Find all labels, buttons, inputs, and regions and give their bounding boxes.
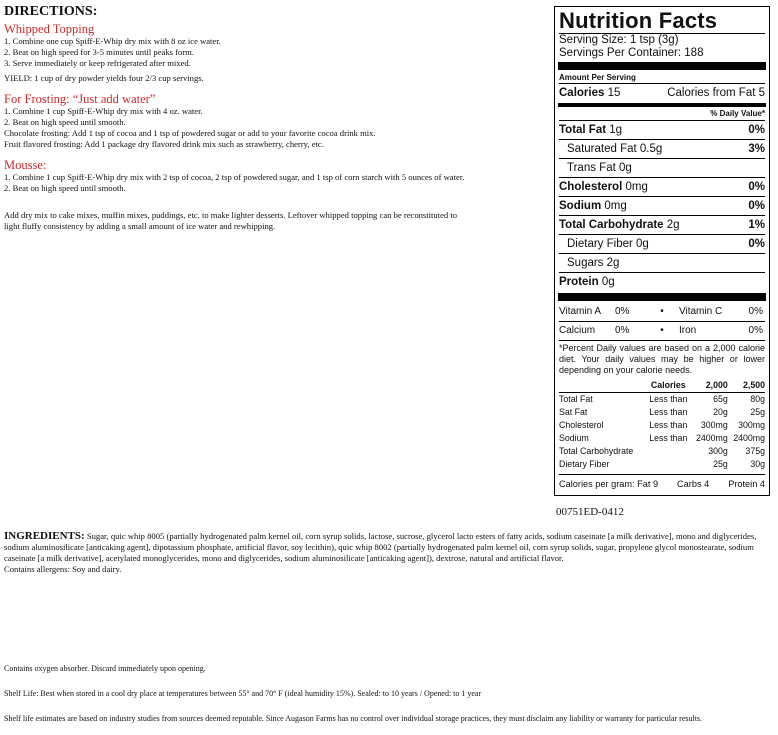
dv-cell: 300g bbox=[708, 446, 728, 456]
nutrient-label bbox=[559, 197, 627, 215]
whipped-step: 2. Beat on high speed for 3-5 minutes until peaks form. bbox=[4, 47, 194, 57]
ingredients-text: Sugar, quic whip 8005 (partially hydrogenated palm kernel oil, corn syrup solids, lactose, sucrose, glycerol lacto esters of fatty acids, sodium caseinate [a milk derivative], mono and diglycerides, sodium aluminosilicate [anticaking agent], dipotassium phosphate, artificial flavor, soy lecithin), quic whip 8002 (partially hydrogenated palm kernel oil, corn syrup solids, sugar, propylene glycol monostearate, sodium caseinate [a milk derivative], acetylated monoglycerides, mono and diglycerides, sodium aluminosilicate [anticaking agent]), dextrose, natural and artificial flavor. bbox=[4, 531, 757, 563]
dv-cell: Sat Fat bbox=[559, 407, 588, 417]
dv-cell: 65g bbox=[713, 394, 728, 404]
dv-cell: 80g bbox=[750, 394, 765, 404]
frosting-line: Chocolate frosting: Add 1 tsp of cocoa and 1 tsp of powdered sugar or add to your favorite cocoa drink mix. bbox=[4, 128, 376, 138]
nutrient-name: Dietary Fiber bbox=[567, 238, 633, 250]
nutrient-amount: 0mg bbox=[625, 181, 648, 193]
nutrient-row bbox=[559, 196, 765, 215]
vitamin-row bbox=[559, 321, 765, 340]
nutrient-name: Protein bbox=[559, 276, 599, 288]
nutrient-amount: 2g bbox=[606, 257, 620, 269]
vitamin-name: Vitamin C bbox=[679, 306, 723, 317]
nutrient-row bbox=[559, 234, 765, 253]
dv-table-row bbox=[559, 432, 765, 445]
dv-cell: 2400mg bbox=[733, 433, 765, 443]
vitamin-value: 0% bbox=[615, 306, 630, 317]
dv-cell: Sodium bbox=[559, 433, 589, 443]
dv-cell: Less than bbox=[649, 394, 688, 404]
whipped-step: 3. Serve immediately or keep refrigerated after mixed. bbox=[4, 58, 191, 68]
nutrient-row bbox=[559, 272, 765, 291]
whipped-step: 1. Combine one cup Spiff-E-Whip dry mix with 8 oz ice water. bbox=[4, 36, 221, 46]
cpg-carbs: Carbs 4 bbox=[677, 479, 710, 489]
dv-cell: 25g bbox=[750, 407, 765, 417]
servings-per-container: Servings Per Container: 188 bbox=[559, 47, 704, 59]
frosting-line: Fruit flavored frosting: Add 1 package dry flavored drink mix such as strawberry, cherry, etc. bbox=[4, 139, 324, 149]
allergens-text: Contains allergens: Soy and dairy. bbox=[4, 564, 122, 574]
dv-cell: Dietary Fiber bbox=[559, 459, 610, 469]
nutrient-amount: 0g bbox=[618, 162, 632, 174]
mousse-line: 2. Beat on high speed until smooth. bbox=[4, 183, 126, 193]
nutrient-amount: 0g bbox=[601, 276, 615, 288]
nutrient-amount: 0.5g bbox=[639, 143, 663, 155]
nutrient-name: Sodium bbox=[559, 200, 602, 212]
cpg-fat: Calories per gram: Fat 9 bbox=[559, 479, 659, 489]
daily-value-footnote: *Percent Daily values are based on a 2,000 calorie diet. Your daily values may be higher or lower depending on your calorie needs. bbox=[559, 340, 765, 376]
calories-from-fat: Calories from Fat 5 bbox=[667, 87, 765, 99]
dv-cell bbox=[646, 458, 691, 471]
nutrient-label bbox=[559, 178, 648, 196]
directions-title: DIRECTIONS: bbox=[4, 4, 98, 19]
dv-header bbox=[559, 379, 646, 393]
dv-cell bbox=[646, 445, 691, 458]
frosting-line: 2. Beat on high speed until smooth. bbox=[4, 117, 126, 127]
dv-cell: 2400mg bbox=[695, 433, 728, 443]
dv-cell: 375g bbox=[745, 446, 765, 456]
nutrient-name: Trans Fat bbox=[567, 162, 616, 174]
dv-header: Calories bbox=[646, 379, 691, 393]
vitamin-name: Vitamin A bbox=[559, 306, 602, 317]
nutrient-label bbox=[559, 273, 615, 291]
whipped-topping-heading: Whipped Topping bbox=[4, 22, 95, 36]
dv-cell: Less than bbox=[649, 407, 688, 417]
dv-table-row bbox=[559, 393, 765, 407]
cpg-protein: Protein 4 bbox=[728, 479, 765, 489]
vitamin-name: Calcium bbox=[559, 325, 596, 336]
nutrient-daily-value: 0% bbox=[748, 238, 765, 250]
nutrient-row bbox=[559, 139, 765, 158]
bullet-icon: • bbox=[660, 306, 664, 317]
nutrient-row bbox=[559, 158, 765, 177]
dv-cell: Total Carbohydrate bbox=[559, 446, 634, 456]
nutrient-label bbox=[559, 216, 680, 234]
nutrient-amount: 1g bbox=[609, 124, 623, 136]
nutrient-daily-value: 3% bbox=[748, 143, 765, 155]
dv-header: 2,500 bbox=[728, 379, 765, 393]
dv-cell: Less than bbox=[649, 433, 688, 443]
calories-per-gram bbox=[559, 474, 765, 491]
dv-table-row bbox=[559, 406, 765, 419]
daily-value-header: % Daily Value* bbox=[710, 109, 765, 118]
nutrient-row bbox=[559, 253, 765, 272]
oxygen-absorber-note: Contains oxygen absorber. Discard immediately upon opening. bbox=[4, 664, 206, 673]
nutrient-daily-value: 0% bbox=[748, 181, 765, 193]
nutrient-rows bbox=[559, 120, 765, 291]
nutrient-label bbox=[567, 159, 632, 177]
ingredients-section bbox=[4, 531, 774, 575]
nutrient-amount: 0mg bbox=[604, 200, 627, 212]
dv-cell: 300mg bbox=[738, 420, 765, 430]
frosting-line: 1. Combine 1 cup Spiff-E-Whip dry mix with 4 oz. water. bbox=[4, 106, 203, 116]
yield-text: YIELD: 1 cup of dry powder yields four 2/3 cup servings. bbox=[4, 73, 204, 83]
nutrient-label bbox=[567, 140, 662, 158]
dv-cell: 30g bbox=[750, 459, 765, 469]
dv-table-row bbox=[559, 458, 765, 471]
dv-table-row bbox=[559, 419, 765, 432]
disclaimer-note: Shelf life estimates are based on industry studies from sources deemed reputable. Since Augason Farms has no control over individual storage practices, they must disclaim any liability or warranty for particular results. bbox=[4, 714, 703, 723]
product-code: 00751ED-0412 bbox=[556, 506, 624, 518]
amount-per-serving: Amount Per Serving bbox=[559, 73, 636, 82]
nutrient-daily-value: 0% bbox=[748, 200, 765, 212]
calories-row bbox=[559, 83, 765, 102]
serving-size: Serving Size: 1 tsp (3g) bbox=[559, 34, 679, 46]
mousse-line: 1. Combine 1 cup Spiff-E-Whip dry mix with 2 tsp of cocoa, 2 tsp of powdered sugar, and 1 tsp of corn starch with 5 ounces of water. bbox=[4, 172, 465, 182]
mousse-heading: Mousse: bbox=[4, 158, 47, 172]
dv-cell: Cholesterol bbox=[559, 420, 604, 430]
vitamin-value: 0% bbox=[748, 306, 763, 317]
calories-label: Calories bbox=[559, 87, 605, 99]
shelf-life-note: Shelf Life: Best when stored in a cool dry place at temperatures between 55° and 70° F (ideal humidity 15%). Sealed: to 10 years / Opened: to 1 year bbox=[4, 689, 482, 698]
vitamin-value: 0% bbox=[615, 325, 630, 336]
dv-cell: 300mg bbox=[700, 420, 728, 430]
nutrient-amount: 2g bbox=[666, 219, 680, 231]
nutrient-label bbox=[567, 235, 649, 253]
vitamin-row bbox=[559, 303, 765, 321]
nutrient-label bbox=[559, 121, 622, 139]
extra-tips: light fluffy consistency by adding a small amount of ice water and rewhipping. bbox=[4, 221, 276, 231]
nutrient-name: Sugars bbox=[567, 257, 604, 269]
nutrient-daily-value: 0% bbox=[748, 124, 765, 136]
ingredients-heading: INGREDIENTS: bbox=[4, 530, 85, 542]
nutrient-label bbox=[567, 254, 619, 272]
nutrient-name: Saturated Fat bbox=[567, 143, 637, 155]
nutrition-title: Nutrition Facts bbox=[559, 8, 718, 33]
daily-value-table bbox=[559, 379, 765, 471]
calories-value: 15 bbox=[607, 87, 621, 99]
dv-table-row bbox=[559, 445, 765, 458]
dv-cell: Less than bbox=[649, 420, 688, 430]
dv-cell: Total Fat bbox=[559, 394, 593, 404]
nutrition-facts-label bbox=[554, 6, 770, 496]
bullet-icon: • bbox=[660, 325, 664, 336]
nutrient-row bbox=[559, 120, 765, 139]
nutrient-name: Total Carbohydrate bbox=[559, 219, 664, 231]
dv-header: 2,000 bbox=[691, 379, 728, 393]
nutrient-name: Total Fat bbox=[559, 124, 607, 136]
vitamin-name: Iron bbox=[679, 325, 697, 336]
nutrient-name: Cholesterol bbox=[559, 181, 623, 193]
dv-cell: 25g bbox=[713, 459, 728, 469]
nutrient-amount: 0g bbox=[636, 238, 649, 250]
vitamin-value: 0% bbox=[748, 325, 763, 336]
nutrient-row bbox=[559, 177, 765, 196]
nutrient-row bbox=[559, 215, 765, 234]
directions-section bbox=[4, 4, 544, 232]
nutrient-daily-value: 1% bbox=[748, 219, 765, 231]
dv-cell: 20g bbox=[713, 407, 728, 417]
frosting-heading: For Frosting: “Just add water” bbox=[4, 92, 156, 106]
extra-tips: Add dry mix to cake mixes, muffin mixes, puddings, etc. to make lighter desserts. Leftover whipped topping can be reconstituted to bbox=[4, 210, 458, 220]
